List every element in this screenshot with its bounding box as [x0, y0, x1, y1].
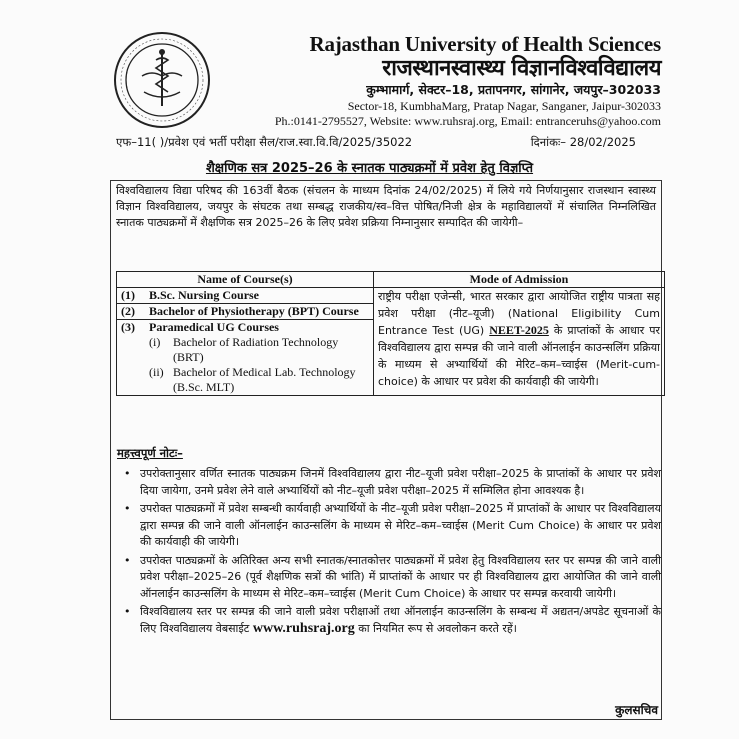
subject-text: शैक्षणिक सत्र 2025–26 के स्नातक पाठ्यक्रमों में प्रवेश हेतु विज्ञप्ति	[205, 161, 534, 176]
note-text: उपरोक्तानुसार वर्णित स्नातक पाठ्यक्रम जिनमें विश्वविद्यालय द्वारा नीट–यूजी प्रवेश परीक्षा–2025 के प्राप्तांकों के आधार पर प्रवेश दिया जायेगा, उनमे प्रवेश लेने वाले अभ्यार्थियों को नीट–यूजी प्रवेश परीक्षा–2025 में सम्मिलित होना आवश्यक है।	[140, 467, 661, 497]
table-row	[117, 288, 665, 396]
mode-of-admission-cell	[374, 288, 665, 396]
neet-exam-label: NEET-2025	[489, 323, 549, 337]
address-english: Sector-18, KumbhaMarg, Pratap Nagar, Sanganer, Jaipur-302033	[347, 99, 661, 113]
bullet-icon: •	[124, 605, 131, 618]
bullet-icon: •	[124, 467, 131, 480]
note-item	[118, 604, 661, 637]
reference-number: एफ–11( )/प्रवेश एवं भर्ती परीक्षा सैल/राज.स्वा.वि.वि/2025/35022	[116, 135, 413, 149]
note-text: विश्वविद्यालय स्तर पर सम्पन्न की जाने वाली प्रवेश परीक्षाओं तथा ऑनलाईन काउन्सलिंग के सम्बन्ध में अद्यतन/अपडेट सूचनाओं के लिए विश्वविद्यालय वेबसाईट	[140, 605, 661, 635]
courses-table	[116, 271, 665, 396]
course-item	[121, 320, 369, 335]
course-number: (1)	[121, 288, 135, 302]
note-text-end: का नियमित रूप से अवलोकन करते रहें।	[358, 621, 517, 635]
bullet-icon: •	[124, 553, 131, 567]
website-link[interactable]: www.ruhsraj.org	[252, 620, 355, 636]
note-item	[118, 501, 661, 551]
note-item	[118, 466, 661, 499]
intro-paragraph: विश्वविद्यालय विद्या परिषद की 163वीं बैठक (संचलन के माध्यम दिनांक 24/02/2025) में लिये गये निर्णयानुसार राजस्थान स्वास्थ्य विज्ञान विश्वविद्यालय, जयपुर के संघटक तथा सम्बद्ध राजकीय/स्व–वित्त पोषित/निजी क्षेत्र के महाविद्यालयों में संचालित निम्नलिखित स्नातक पाठ्यक्रमों में शैक्षणिक सत्र 2025–26 के लिए प्रवेश प्रक्रिया निम्नानुसार सम्पादित की जायेगी–	[116, 184, 656, 229]
mode-text-part2: के प्राप्तांकों के आधार पर विश्वविद्यालय द्वारा सम्पन्न की जाने वाली ऑनलाईन काउन्सलिंग प्रक्रिया के माध्यम से अभ्यार्थियों की मेरिट–कम–च्वाईस (Merit-cum-choice) के आधार पर प्रवेश की कार्यवाही की जायेगी।	[378, 324, 661, 388]
sub-course-name: Bachelor of Medical Lab. Technology (B.Sc. MLT)	[173, 365, 356, 394]
sub-course-item	[121, 365, 369, 395]
contact-line: Ph.:0141-2795527, Website: www.ruhsraj.org, Email: entranceruhs@yahoo.com	[274, 114, 661, 128]
note-text: उपरोक्त पाठ्यक्रमों के अतिरिक्त अन्य सभी स्नातक/स्नातकोत्तर पाठ्यक्रमों में प्रवेश हेतु विश्वविद्यालय स्तर पर सम्पन्न की जाने वाली प्रवेश परीक्षा–2025–26 (पूर्व शैक्षणिक सत्रों की भांति) में प्राप्तांकों के आधार पर ही विश्वविद्यालय द्वारा आयोजित की जाने वाली ऑनलाईन काउन्सलिंग के माध्यम से मेरिट–कम–च्वाईस (Merit Cum Choice) के आधार पर सम्पन्न करवायी जायेगी।	[140, 553, 661, 600]
sub-course-number: (ii)	[149, 365, 164, 379]
header-mode-of-admission: Mode of Admission	[374, 272, 665, 288]
mode-text-part1: राष्ट्रीय परीक्षा एजेन्सी, भारत सरकार द्वारा आयोजित राष्ट्रीय पात्रता सह प्रवेश परीक्षा (नीट–यूजी) (National Eligibility Cum Entrance Test (UG)	[378, 290, 660, 337]
reference-date: दिनांकः– 28/02/2025	[530, 135, 636, 149]
course-item	[121, 288, 369, 303]
sub-course-item	[121, 335, 369, 365]
table-header-row	[117, 272, 665, 288]
course-item	[121, 304, 369, 319]
notes-list	[118, 466, 661, 639]
signatory: कुलसचिव	[615, 703, 658, 717]
university-name-hindi: राजस्थानस्वास्थ्य विज्ञानविश्वविद्यालय	[382, 56, 661, 81]
course-name: Bachelor of Physiotherapy (BPT) Course	[149, 304, 359, 318]
reference-line	[116, 135, 636, 150]
header-course-name: Name of Course(s)	[117, 272, 374, 288]
course-number: (3)	[121, 320, 135, 334]
university-seal-icon	[112, 30, 212, 130]
notice-border	[110, 180, 662, 720]
notice-subject	[0, 158, 739, 176]
sub-course-name: Bachelor of Radiation Technology (BRT)	[173, 335, 339, 364]
course-number: (2)	[121, 304, 135, 318]
important-notes-heading: महत्त्वपूर्ण नोटः–	[117, 446, 183, 460]
course-list-cell	[117, 288, 374, 396]
address-hindi: कुम्भामार्ग, सेक्टर–18, प्रतापनगर, सांगानेर, जयपुर–302033	[366, 82, 661, 97]
sub-course-number: (i)	[149, 335, 161, 349]
note-text: उपरोक्त पाठ्यक्रमों में प्रवेश सम्बन्धी कार्यवाही अभ्यार्थियों के नीट–यूजी प्रवेश परीक्षा–2025 में प्राप्तांकों के आधार पर विश्वविद्यालय द्वारा सम्पन्न की जाने वाली ऑनलाईन काउन्सलिंग के माध्यम से मेरिट–कम–च्वाईस (Merit Cum Choice) के आधार पर प्रवेश की कार्यवाही की जायेगी।	[140, 502, 661, 548]
university-name-english: Rajasthan University of Health Sciences	[309, 32, 661, 56]
course-name: Paramedical UG Courses	[149, 320, 279, 334]
course-name: B.Sc. Nursing Course	[149, 288, 260, 302]
note-item	[118, 553, 661, 603]
bullet-icon: •	[124, 502, 131, 515]
letterhead	[0, 0, 739, 135]
